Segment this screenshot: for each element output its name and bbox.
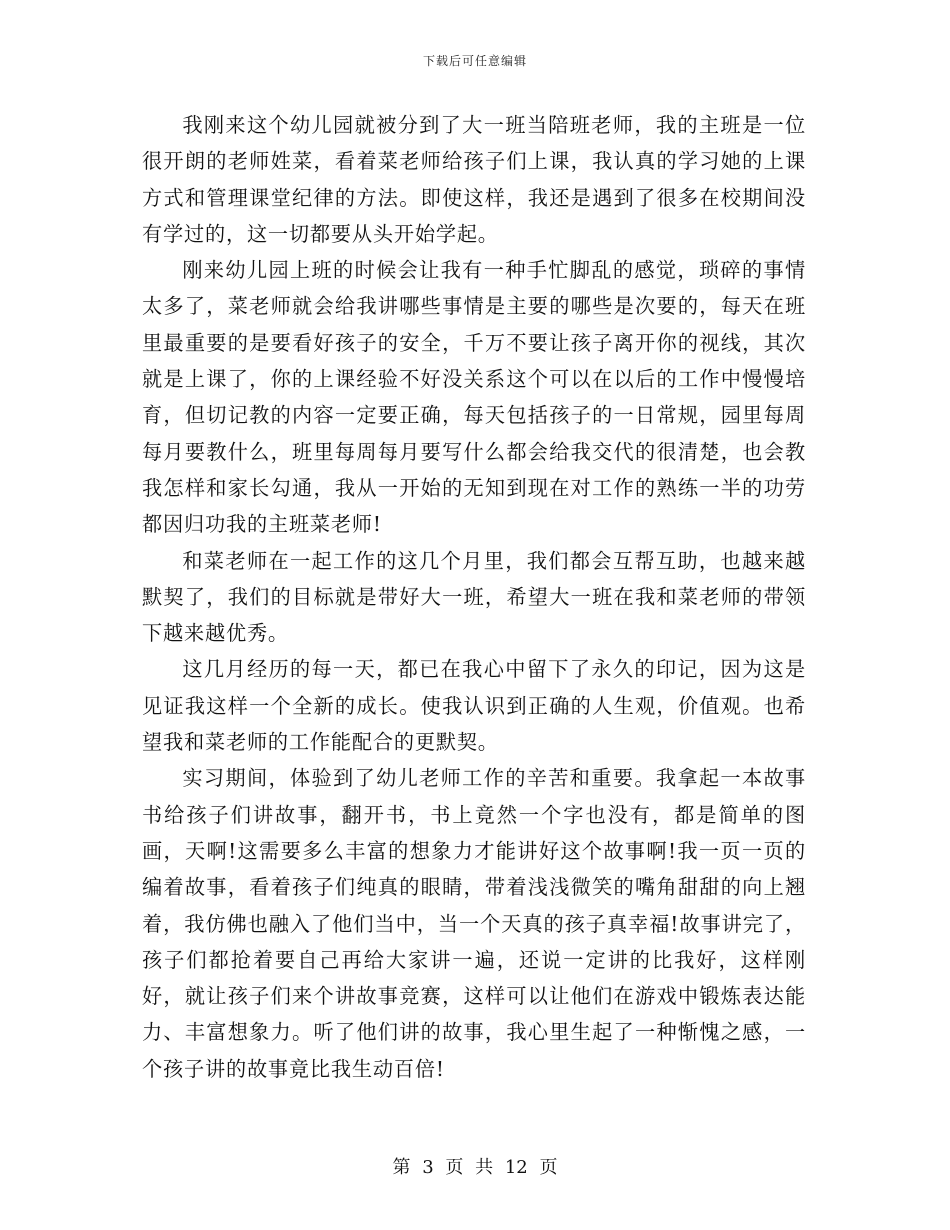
paragraph-3: 和菜老师在一起工作的这几个月里，我们都会互帮互助，也越来越默契了，我们的目标就是带好大一班，希望大一班在我和菜老师的带领下越来越优秀。	[142, 548, 806, 646]
header-note: 下载后可任意编辑	[422, 54, 527, 68]
paragraph-5: 实习期间，体验到了幼儿老师工作的辛苦和重要。我拿起一本故事书给孩子们讲故事，翻开书，书上竟然一个字也没有，都是简单的图画，天啊!这需要多么丰富的想象力才能讲好这个故事啊!我一页一页的编着故事，看着孩子们纯真的眼睛，带着浅浅微笑的嘴角甜甜的向上翘着，我仿佛也融入了他们当中，当一个天真的孩子真幸福!故事讲完了，孩子们都抢着要自己再给大家讲一遍，还说一定讲的比我好，这样刚好，就让孩子们来个讲故事竞赛，这样可以让他们在游戏中锻炼表达能力、丰富想象力。听了他们讲的故事，我心里生起了一种惭愧之感，一个孩子讲的故事竟比我生动百倍!	[142, 766, 806, 1081]
document-body	[142, 107, 806, 1087]
paragraph-1: 我刚来这个幼儿园就被分到了大一班当陪班老师，我的主班是一位很开朗的老师姓菜，看着菜老师给孩子们上课，我认真的学习她的上课方式和管理课堂纪律的方法。即使这样，我还是遇到了很多在校期间没有学过的，这一切都要从头开始学起。	[142, 113, 806, 246]
paragraph-4: 这几月经历的每一天，都已在我心中留下了永久的印记，因为这是见证我这样一个全新的成长。使我认识到正确的人生观，价值观。也希望我和菜老师的工作能配合的更默契。	[142, 657, 806, 755]
paragraph-2: 刚来幼儿园上班的时候会让我有一种手忙脚乱的感觉，琐碎的事情太多了，菜老师就会给我讲哪些事情是主要的哪些是次要的，每天在班里最重要的是要看好孩子的安全，千万不要让孩子离开你的视线，其次就是上课了，你的上课经验不好没关系这个可以在以后的工作中慢慢培育，但切记教的内容一定要正确，每天包括孩子的一日常规，园里每周每月要教什么，班里每周每月要写什么都会给我交代的很清楚，也会教我怎样和家长勾通，我从一开始的无知到现在对工作的熟练一半的功劳都因归功我的主班菜老师!	[142, 258, 806, 537]
page-number-footer: 第 3 页 共 12 页	[392, 1157, 558, 1178]
